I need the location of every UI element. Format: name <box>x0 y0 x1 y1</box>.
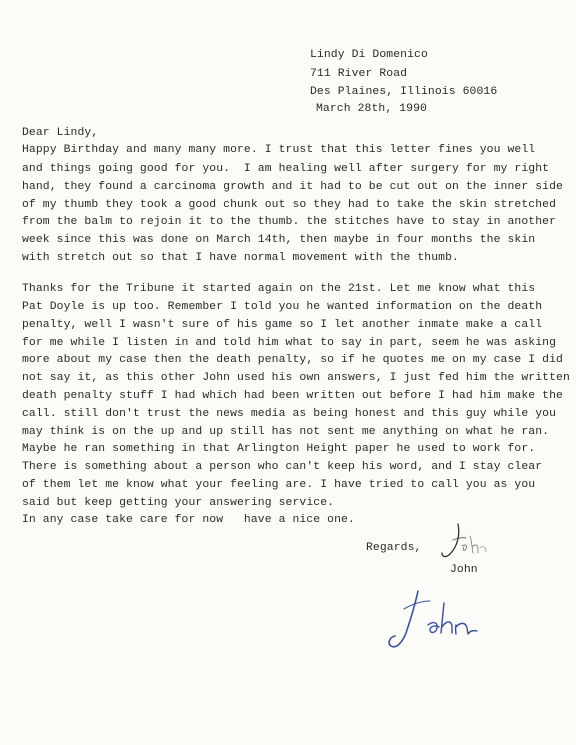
text-line: said but keep getting your answering service. <box>22 497 335 509</box>
text-line: week since this was done on March 14th, then maybe in four months the skin <box>22 234 536 246</box>
text-line: not say it, as this other John used his own answers, I just fed him the written <box>22 372 570 384</box>
text-line: with stretch out so that I have normal movement with the thumb. <box>22 252 459 264</box>
handwritten-signature <box>382 585 487 660</box>
text-line: In any case take care for now have a nice one. <box>22 514 355 526</box>
text-line: Happy Birthday and many many more. I trust that this letter fines you well <box>22 144 536 156</box>
text-line: for me while I listen in and told him what to say in part, seem he was asking <box>22 337 557 349</box>
letter-date: March 28th, 1990 <box>316 103 427 115</box>
text-line: and things going good for you. I am healing well after surgery for my right <box>22 163 550 175</box>
text-line: Pat Doyle is up too. Remember I told you he wanted information on the death <box>22 301 543 313</box>
closing: Regards, <box>366 542 422 554</box>
handwritten-initial-signature <box>432 520 502 584</box>
sender-city: Des Plaines, Illinois 60016 <box>310 86 498 98</box>
typed-signature-name: John <box>450 564 478 576</box>
sender-name: Lindy Di Domenico <box>310 49 428 61</box>
text-line: penalty, well I wasn't sure of his game so I let another inmate make a call <box>22 319 543 331</box>
text-line: hand, they found a carcinoma growth and it had to be cut out on the inner side <box>22 181 563 193</box>
text-line: There is something about a person who can't keep his word, and I stay clear <box>22 461 543 473</box>
salutation: Dear Lindy, <box>22 127 99 139</box>
text-line: call. still don't trust the news media as being honest and this guy while you <box>22 408 557 420</box>
text-line: of my thumb they took a good chunk out so they had to take the skin stretched <box>22 199 557 211</box>
text-line: more about my case then the death penalty, so if he quotes me on my case I did <box>22 354 563 366</box>
text-line: Maybe he ran something in that Arlington Height paper he used to work for. <box>22 443 536 455</box>
text-line: may think is on the up and up still has not sent me anything on what he ran. <box>22 426 550 438</box>
text-line: of them let me know what your feeling are. I have tried to call you as you <box>22 479 536 491</box>
text-line: from the balm to rejoin it to the thumb. the stitches have to stay in another <box>22 216 557 228</box>
sender-street: 711 River Road <box>310 68 408 80</box>
text-line: Thanks for the Tribune it started again on the 21st. Let me know what this <box>22 283 536 295</box>
text-line: death penalty stuff I had which had been written out before I had him make the <box>22 390 563 402</box>
